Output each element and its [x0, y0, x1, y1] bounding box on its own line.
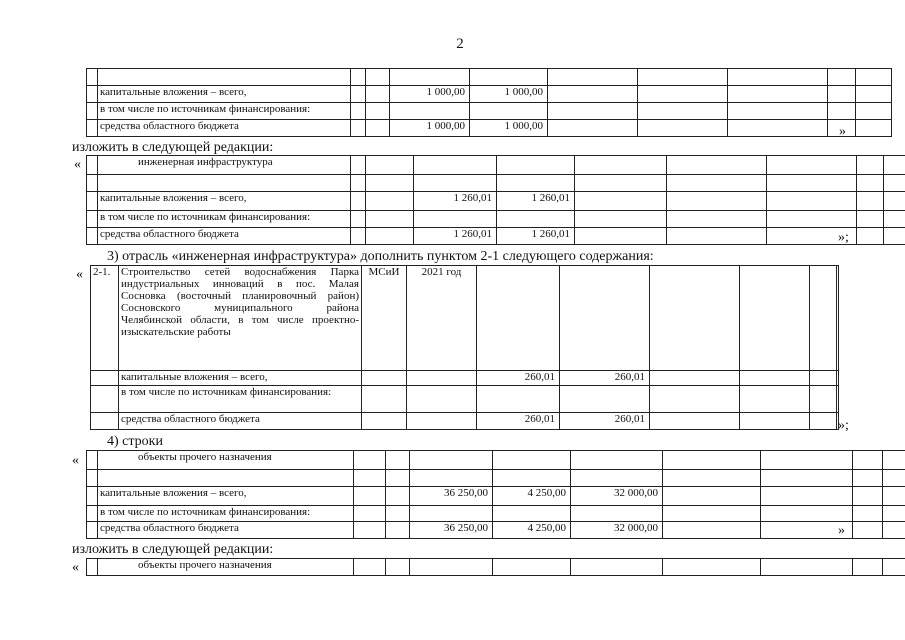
table-row-label: в том числе по источникам финансирования: — [98, 103, 351, 120]
table-row-label: в том числе по источникам финансирования: — [119, 386, 362, 413]
paragraph-restate-2: изложить в следующей редакции: — [72, 542, 274, 557]
year-value: 260,01 — [560, 413, 650, 430]
total-value: 1 000,00 — [390, 86, 470, 103]
year-value: 260,01 — [560, 371, 650, 386]
total-value: 1 260,01 — [414, 228, 497, 245]
paragraph-item-3: 3) отрасль «инженерная инфраструктура» дополнить пунктом 2-1 следующего содержания: — [107, 249, 654, 264]
closing-quote: » — [838, 523, 845, 538]
table-block-1 — [86, 68, 892, 137]
table-row-label: капитальные вложения – всего, — [98, 192, 351, 211]
total-value: 260,01 — [477, 371, 560, 386]
total-value: 36 250,00 — [410, 522, 493, 539]
closing-quote-semicolon: »; — [838, 418, 849, 433]
paragraph-item-4: 4) строки — [107, 434, 163, 449]
period: 2021 год — [407, 266, 477, 371]
section-title: инженерная инфраструктура — [98, 156, 351, 175]
table-block-3 — [90, 265, 839, 430]
year-value: 1 000,00 — [470, 86, 548, 103]
opening-quote: « — [72, 453, 79, 468]
table-row-label — [98, 69, 351, 86]
section-title: объекты прочего назначения — [98, 451, 354, 470]
year-value: 1 000,00 — [470, 120, 548, 137]
closing-quote-semicolon: »; — [838, 230, 849, 245]
year-value: 1 260,01 — [497, 192, 575, 211]
section-title: объекты прочего назначения — [98, 559, 354, 576]
total-value: 36 250,00 — [410, 487, 493, 506]
table-block-4 — [86, 450, 905, 539]
year-value: 32 000,00 — [571, 522, 663, 539]
table-row-label: капитальные вложения – всего, — [119, 371, 362, 386]
paragraph-restate-1: изложить в следующей редакции: — [72, 140, 274, 155]
item-number: 2-1. — [91, 266, 119, 371]
table-row-label: в том числе по источникам финансирования: — [98, 506, 354, 522]
table-row-label: средства областного бюджета — [119, 413, 362, 430]
year-value: 32 000,00 — [571, 487, 663, 506]
year-value: 1 260,01 — [497, 228, 575, 245]
table-row-label: средства областного бюджета — [98, 228, 351, 245]
table-row-label: средства областного бюджета — [98, 120, 351, 137]
year-value: 4 250,00 — [493, 522, 571, 539]
table-row-label: средства областного бюджета — [98, 522, 354, 539]
table-block-2 — [86, 155, 905, 245]
table-block-5 — [86, 558, 905, 576]
opening-quote: « — [74, 157, 81, 172]
customer-code: МСиИ — [362, 266, 407, 371]
table-row-label: капитальные вложения – всего, — [98, 487, 354, 506]
opening-quote: « — [76, 267, 83, 282]
closing-quote: » — [839, 124, 846, 139]
total-value: 1 260,01 — [414, 192, 497, 211]
total-value: 1 000,00 — [390, 120, 470, 137]
year-value: 4 250,00 — [493, 487, 571, 506]
table-row-label: в том числе по источникам финансирования: — [98, 211, 351, 228]
table-row-label: капитальные вложения – всего, — [98, 86, 351, 103]
total-value: 260,01 — [477, 413, 560, 430]
page-number: 2 — [456, 36, 464, 52]
opening-quote: « — [72, 560, 79, 575]
project-title: Строительство сетей водоснабжения Парка индустриальных инноваций в пос. Малая Сосновка (восточный планировочный район) Сосновского муниципального района Челябинской области, в том числе проектно-изыскательские работы — [119, 266, 362, 371]
